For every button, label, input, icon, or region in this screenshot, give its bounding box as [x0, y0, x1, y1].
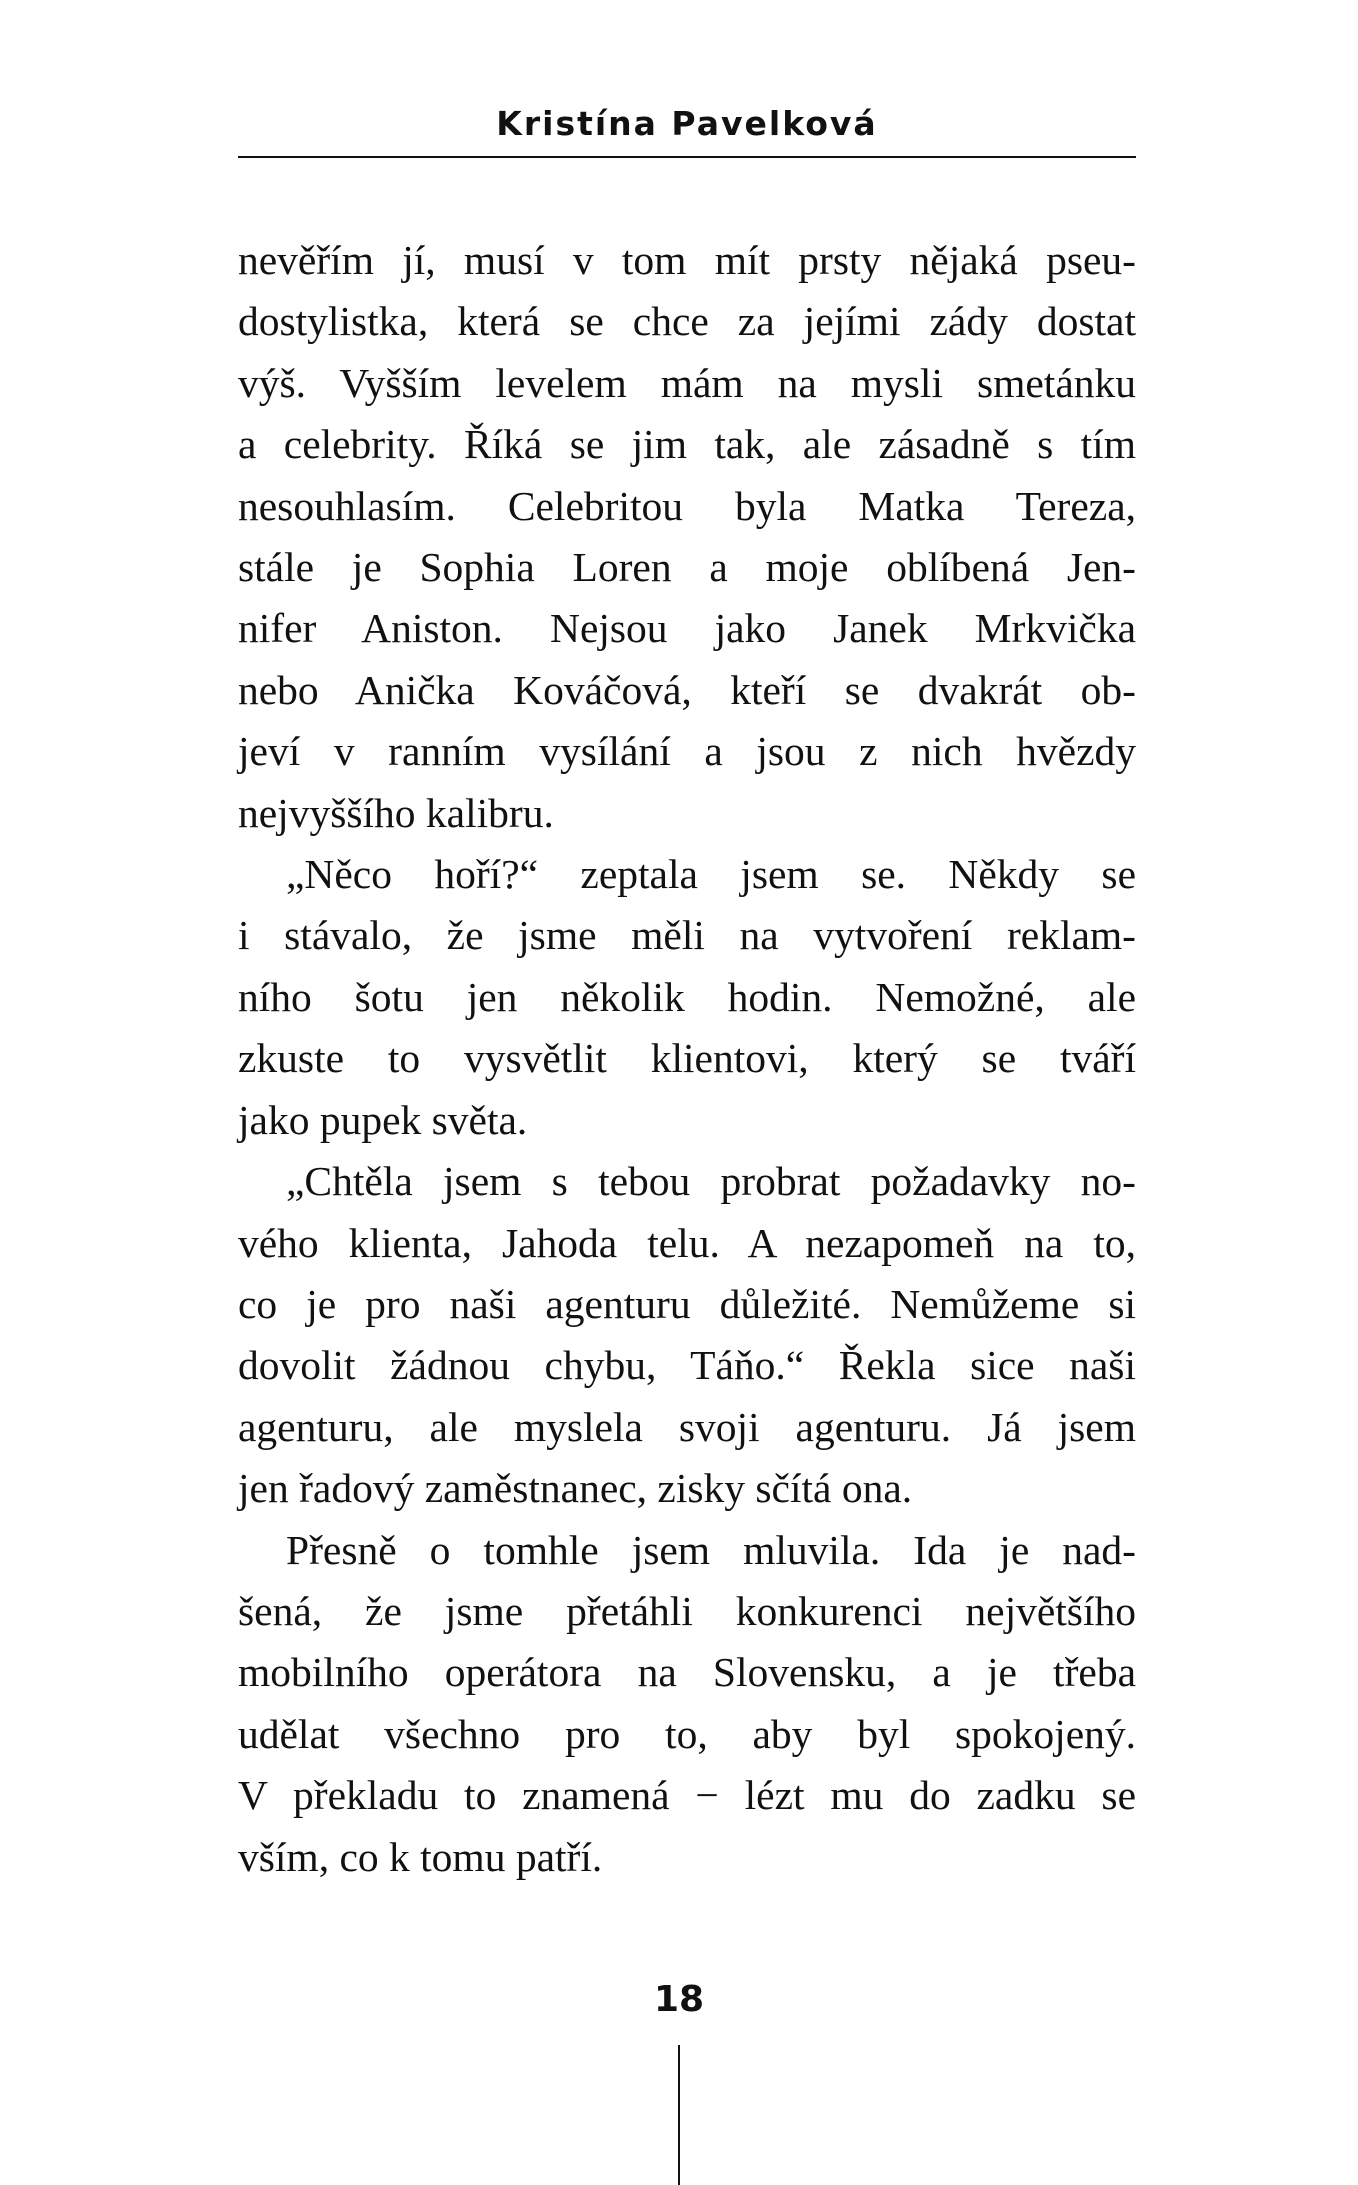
text-line: vším, co k tomu patří.: [238, 1833, 603, 1880]
text-line: ního šotu jen několik hodin. Nemožné, ale: [238, 973, 1136, 1020]
text-line: dovolit žádnou chybu, Táňo.“ Řekla sice naši: [238, 1342, 1136, 1389]
text-line: V překladu to znamená − lézt mu do zadku se: [238, 1772, 1136, 1819]
text-line: mobilního operátora na Slovensku, a je třeba: [238, 1649, 1136, 1696]
footer-rule: [678, 2045, 680, 2185]
text-line: nesouhlasím. Celebritou byla Matka Tereza,: [238, 482, 1136, 529]
text-line: vého klienta, Jahoda telu. A nezapomeň na to,: [238, 1219, 1136, 1266]
paragraph-3: [238, 1151, 1136, 1519]
text-line: nejvyššího kalibru.: [238, 789, 554, 836]
text-line: „Něco hoří?“ zeptala jsem se. Někdy se: [286, 851, 1136, 898]
text-line: šená, že jsme přetáhli konkurenci největšího: [238, 1587, 1136, 1634]
text-line: agenturu, ale myslela svoji agenturu. Já jsem: [238, 1403, 1136, 1450]
text-line: dostylistka, která se chce za jejími zády dostat: [238, 298, 1136, 345]
text-line: stále je Sophia Loren a moje oblíbená Jen-: [238, 544, 1136, 591]
text-line: udělat všechno pro to, aby byl spokojený.: [238, 1710, 1136, 1757]
text-line: nevěřím jí, musí v tom mít prsty nějaká pseu-: [238, 237, 1136, 283]
text-line: Přesně o tomhle jsem mluvila. Ida je nad-: [286, 1526, 1136, 1573]
text-line: výš. Vyšším levelem mám na mysli smetánku: [238, 359, 1136, 406]
text-line: nifer Aniston. Nejsou jako Janek Mrkvička: [238, 605, 1136, 652]
text-line: i stávalo, že jsme měli na vytvoření reklam-: [238, 912, 1136, 959]
text-line: „Chtěla jsem s tebou probrat požadavky no-: [286, 1158, 1136, 1205]
page-number: 18: [653, 1979, 705, 2020]
paragraph-2: [238, 844, 1136, 1151]
text-line: co je pro naši agenturu důležité. Nemůžeme si: [238, 1280, 1136, 1327]
paragraph-4: [238, 1520, 1136, 1888]
paragraph-1: [238, 230, 1136, 844]
text-line: a celebrity. Říká se jim tak, ale zásadně s tím: [238, 421, 1136, 468]
text-line: zkuste to vysvětlit klientovi, který se tváří: [238, 1035, 1136, 1082]
text-line: jeví v ranním vysílání a jsou z nich hvězdy: [238, 728, 1136, 775]
text-line: jako pupek světa.: [238, 1096, 528, 1143]
body-text: [238, 230, 1136, 1888]
text-line: nebo Anička Kováčová, kteří se dvakrát ob-: [238, 666, 1136, 713]
text-line: jen řadový zaměstnanec, zisky sčítá ona.: [238, 1465, 913, 1512]
header-rule: [238, 156, 1136, 158]
running-head: Kristína Pavelková: [496, 104, 878, 143]
